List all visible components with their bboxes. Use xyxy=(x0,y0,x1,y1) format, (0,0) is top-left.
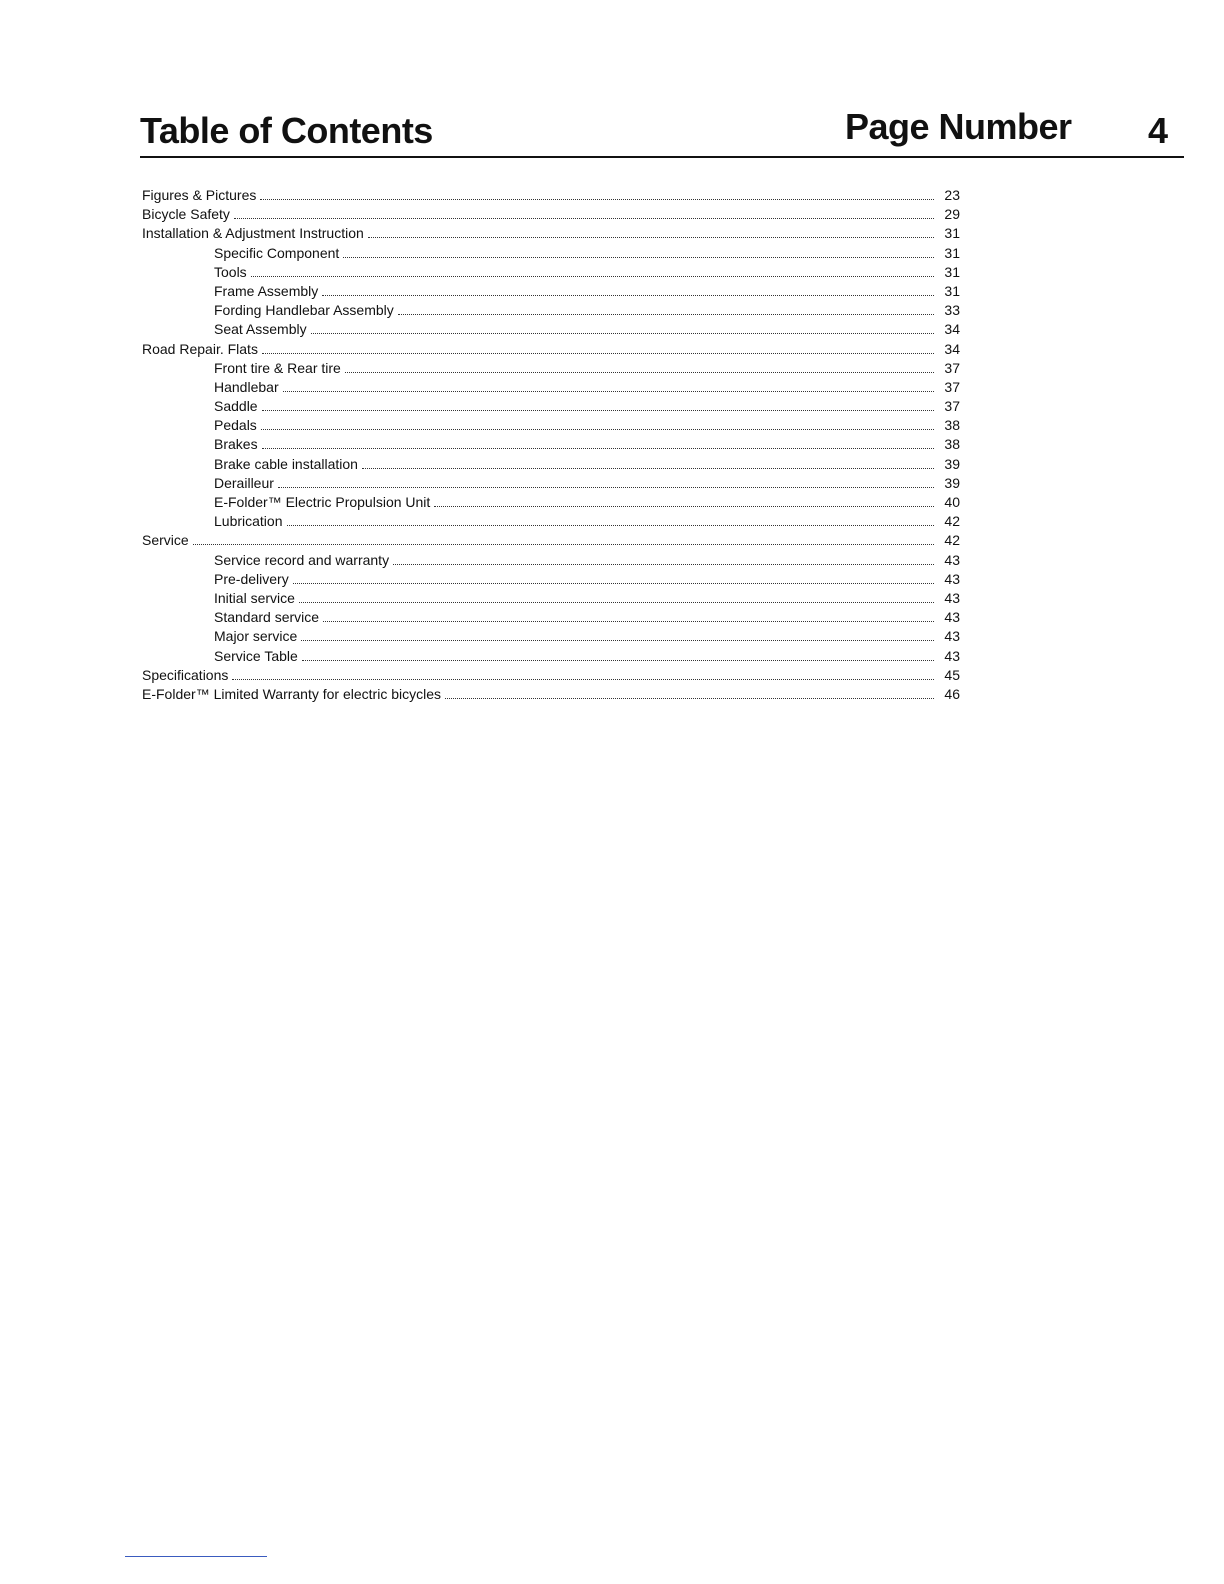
dot-leader xyxy=(262,410,934,411)
toc-entry-label: Service record and warranty xyxy=(214,551,390,568)
toc-entry xyxy=(142,608,960,627)
dot-leader xyxy=(434,506,934,507)
toc-entry-label: Service Table xyxy=(214,647,298,664)
toc-entry-page: 43 xyxy=(944,551,960,568)
toc-entry-label: E-Folder™ Electric Propulsion Unit xyxy=(214,494,431,510)
toc-entry-page: 37 xyxy=(944,359,960,376)
dot-leader xyxy=(262,448,934,449)
toc-entry-page: 37 xyxy=(944,378,960,395)
toc-entry-page: 31 xyxy=(944,225,960,242)
toc-entry-page: 38 xyxy=(944,417,960,434)
toc-entry-page: 39 xyxy=(944,455,960,472)
dot-leader xyxy=(299,602,934,603)
toc-entry-label: Standard service xyxy=(214,609,320,626)
dot-leader xyxy=(260,199,934,200)
toc-entry xyxy=(142,224,960,243)
dot-leader xyxy=(322,295,934,296)
toc-entry xyxy=(142,435,960,454)
toc-entry xyxy=(142,397,960,416)
toc-entry-label: Fording Handlebar Assembly xyxy=(214,302,394,319)
dot-leader xyxy=(393,564,934,565)
toc-entry-label: E-Folder™ Limited Warranty for electric bicycles xyxy=(142,685,442,702)
toc-entry-label: Figures & Pictures xyxy=(142,187,257,203)
toc-entry-label: Major service xyxy=(214,628,298,645)
page-header xyxy=(140,106,1184,160)
toc-entry xyxy=(142,263,960,282)
toc-entry xyxy=(142,282,960,301)
toc-entry-label: Pre-delivery xyxy=(214,570,289,587)
toc-entry-label: Initial service xyxy=(214,589,295,606)
toc-entry-label: Brakes xyxy=(214,436,258,453)
toc-list xyxy=(142,186,960,704)
dot-leader xyxy=(311,333,934,334)
dot-leader xyxy=(193,544,934,545)
toc-entry-page: 43 xyxy=(944,628,960,645)
toc-entry xyxy=(142,416,960,435)
dot-leader xyxy=(232,679,934,680)
toc-entry xyxy=(142,589,960,608)
toc-entry xyxy=(142,512,960,531)
toc-entry-page: 34 xyxy=(944,321,960,338)
toc-entry-page: 46 xyxy=(944,685,960,702)
dot-leader xyxy=(251,276,934,277)
toc-entry xyxy=(142,474,960,493)
toc-entry xyxy=(142,205,960,224)
dot-leader xyxy=(283,391,934,392)
toc-entry xyxy=(142,493,960,512)
toc-entry-page: 45 xyxy=(944,666,960,683)
toc-entry-page: 43 xyxy=(944,589,960,606)
toc-entry-label: Handlebar xyxy=(214,378,279,395)
dot-leader xyxy=(293,583,934,584)
dot-leader xyxy=(234,218,934,219)
toc-entry xyxy=(142,340,960,359)
dot-leader xyxy=(343,257,934,258)
toc-entry-page: 42 xyxy=(944,513,960,530)
toc-entry-page: 31 xyxy=(944,244,960,261)
dot-leader xyxy=(368,237,934,238)
toc-entry-label: Specifications xyxy=(142,666,229,683)
toc-entry-label: Service xyxy=(142,532,189,549)
toc-entry-page: 40 xyxy=(944,494,960,510)
toc-entry-page: 43 xyxy=(944,647,960,664)
toc-entry xyxy=(142,666,960,685)
toc-entry xyxy=(142,531,960,550)
toc-entry-label: Seat Assembly xyxy=(214,321,307,338)
toc-entry xyxy=(142,685,960,704)
toc-entry-label: Installation & Adjustment Instruction xyxy=(142,225,364,242)
toc-entry-label: Tools xyxy=(214,263,247,280)
toc-entry-page: 42 xyxy=(944,532,960,549)
dot-leader xyxy=(398,314,934,315)
page-title: Table of Contents xyxy=(140,110,433,151)
toc-entry-label: Saddle xyxy=(214,398,258,415)
toc-entry-page: 34 xyxy=(944,340,960,357)
toc-entry xyxy=(142,359,960,378)
dot-leader xyxy=(287,525,935,526)
toc-entry-page: 38 xyxy=(944,436,960,453)
toc-entry-label: Pedals xyxy=(214,417,257,434)
toc-entry xyxy=(142,378,960,397)
toc-entry xyxy=(142,244,960,263)
toc-entry-label: Specific Component xyxy=(214,244,340,261)
dot-leader xyxy=(445,698,934,699)
toc-entry-label: Lubrication xyxy=(214,513,283,530)
toc-entry-label: Road Repair. Flats xyxy=(142,340,258,357)
toc-entry xyxy=(142,647,960,666)
page-number-column-heading: Page Number xyxy=(845,106,1072,147)
toc-entry-page: 43 xyxy=(944,609,960,626)
toc-entry xyxy=(142,570,960,589)
header-rule xyxy=(140,156,1184,158)
toc-entry xyxy=(142,186,960,205)
footer-underline xyxy=(125,1556,267,1557)
toc-entry-page: 31 xyxy=(944,282,960,299)
toc-entry-page: 29 xyxy=(944,206,960,223)
dot-leader xyxy=(362,468,934,469)
dot-leader xyxy=(278,487,934,488)
toc-entry xyxy=(142,320,960,339)
toc-entry-label: Brake cable installation xyxy=(214,455,358,472)
toc-entry xyxy=(142,455,960,474)
toc-entry-label: Frame Assembly xyxy=(214,282,319,299)
dot-leader xyxy=(345,372,934,373)
toc-entry-page: 37 xyxy=(944,398,960,415)
dot-leader xyxy=(301,640,934,641)
dot-leader xyxy=(261,429,934,430)
toc-entry-page: 23 xyxy=(944,187,960,203)
page-number: 4 xyxy=(1148,110,1169,151)
toc-entry-page: 39 xyxy=(944,474,960,491)
toc-entry-page: 31 xyxy=(944,263,960,280)
toc-entry-label: Bicycle Safety xyxy=(142,206,230,223)
toc-entry-label: Front tire & Rear tire xyxy=(214,359,341,376)
toc-entry-page: 43 xyxy=(944,570,960,587)
toc-entry xyxy=(142,551,960,570)
dot-leader xyxy=(262,353,934,354)
toc-entry xyxy=(142,301,960,320)
toc-entry-label: Derailleur xyxy=(214,474,274,491)
dot-leader xyxy=(323,621,934,622)
toc-entry-page: 33 xyxy=(944,302,960,319)
dot-leader xyxy=(302,660,934,661)
toc-entry xyxy=(142,627,960,646)
